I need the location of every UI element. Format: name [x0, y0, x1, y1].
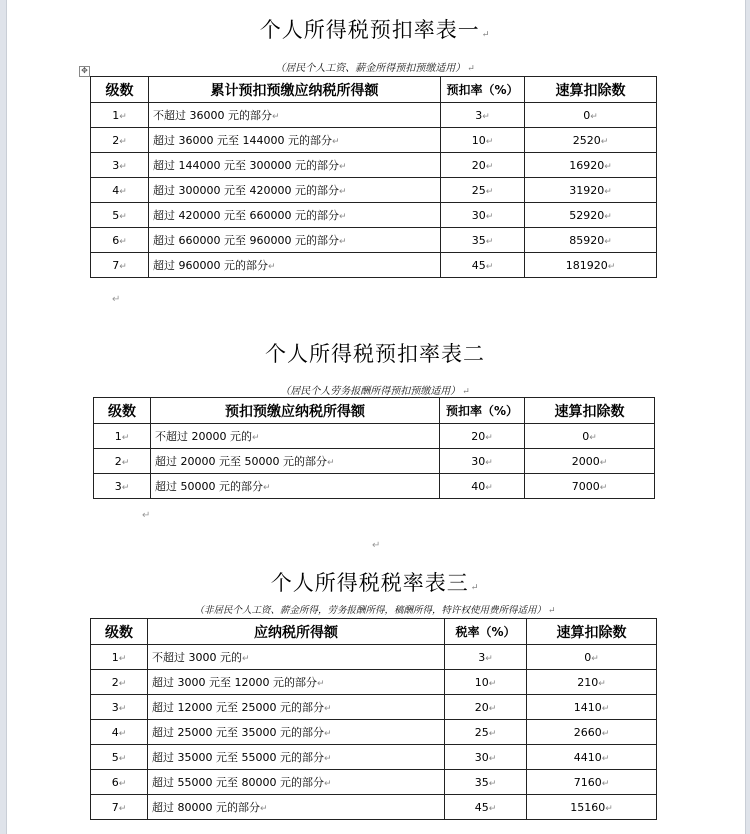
- cell-rate-text: 3: [478, 650, 486, 664]
- cell-level-text: 2: [111, 675, 119, 689]
- cell-deduction: 52920↵: [525, 203, 657, 228]
- cell-rate-text: 25: [471, 183, 486, 197]
- cell-rate: 3↵: [441, 103, 525, 128]
- cell-rate-text: 35: [474, 775, 489, 789]
- cell-deduction: 85920↵: [525, 228, 657, 253]
- table-row: [91, 720, 657, 745]
- cell-deduction-text: 16920: [569, 158, 605, 172]
- cell-rate-text: 20: [471, 158, 486, 172]
- cell-level-text: 1: [112, 108, 120, 122]
- cell-rate-text: 10: [471, 133, 486, 147]
- cell-level: 5↵: [91, 745, 148, 770]
- cell-deduction: 2660↵: [527, 720, 657, 745]
- cell-rate: 10↵: [445, 670, 527, 695]
- cell-level: 1↵: [91, 645, 148, 670]
- cell-rate: 30↵: [441, 203, 525, 228]
- table-2-subtitle: （居民个人劳务报酬所得预扣预缴适用） ↵: [280, 386, 470, 397]
- tax-table-3: [90, 618, 657, 820]
- cell-income-range-text: 超过 80000 元的部分: [152, 801, 260, 814]
- cell-income-range-text: 不超过 20000 元的: [155, 430, 252, 443]
- cell-rate-text: 35: [471, 233, 486, 247]
- table-row: [91, 770, 657, 795]
- table-3-title: 个人所得税税率表三 ↵: [270, 571, 480, 595]
- cell-level: 3↵: [91, 153, 149, 178]
- cell-level-text: 7: [112, 258, 120, 272]
- cell-deduction-text: 2000: [571, 454, 600, 468]
- cell-rate: 35↵: [445, 770, 527, 795]
- header-rate: 预扣率（%）: [440, 398, 525, 424]
- header-income: 累计预扣预缴应纳税所得额: [149, 77, 441, 103]
- cell-level: 1↵: [91, 103, 149, 128]
- cell-income-range-text: 超过 420000 元至 660000 元的部分: [153, 209, 339, 222]
- cell-income-range-text: 超过 12000 元至 25000 元的部分: [152, 701, 324, 714]
- cell-rate: 45↵: [445, 795, 527, 820]
- cell-income-range-text: 超过 50000 元的部分: [155, 480, 263, 493]
- cell-level-text: 2: [114, 454, 122, 468]
- cell-rate-text: 10: [474, 675, 489, 689]
- cell-income-range-text: 不超过 36000 元的部分: [153, 109, 272, 122]
- cell-income-range: 超过 144000 元至 300000 元的部分↵: [149, 153, 441, 178]
- tax-table-2: [93, 397, 655, 499]
- cell-income-range: 不超过 20000 元的↵: [151, 424, 440, 449]
- cell-level-text: 7: [111, 800, 119, 814]
- cell-level-text: 2: [112, 133, 120, 147]
- cell-rate: 25↵: [445, 720, 527, 745]
- cell-deduction-text: 210: [577, 675, 599, 689]
- table-header-row: [94, 398, 655, 424]
- header-level: 级数: [91, 77, 149, 103]
- cell-level: 4↵: [91, 720, 148, 745]
- header-income: 应纳税所得额: [148, 619, 445, 645]
- table-row: [91, 795, 657, 820]
- cell-deduction: 210↵: [527, 670, 657, 695]
- header-level: 级数: [94, 398, 151, 424]
- cell-level-text: 5: [111, 750, 119, 764]
- header-rate: 预扣率（%）: [441, 77, 525, 103]
- header-deduction: 速算扣除数: [525, 77, 657, 103]
- table-row: [91, 253, 657, 278]
- table-row: [91, 695, 657, 720]
- cell-rate: 45↵: [441, 253, 525, 278]
- cell-level: 5↵: [91, 203, 149, 228]
- table-row: [94, 474, 655, 499]
- cell-level: 2↵: [94, 449, 151, 474]
- cell-rate: 10↵: [441, 128, 525, 153]
- cell-deduction: 0↵: [525, 103, 657, 128]
- table-header-row: [91, 619, 657, 645]
- cell-rate: 40↵: [440, 474, 525, 499]
- cell-deduction: 7000↵: [525, 474, 655, 499]
- table-3-subtitle: （非居民个人工资、薪金所得，劳务报酬所得，稿酬所得，特许权使用费所得适用） ↵: [194, 605, 556, 616]
- cell-income-range-text: 超过 960000 元的部分: [153, 259, 268, 272]
- cell-deduction-text: 2520: [572, 133, 601, 147]
- cell-level-text: 1: [114, 429, 122, 443]
- cell-income-range: 超过 35000 元至 55000 元的部分↵: [148, 745, 445, 770]
- table-1-subtitle: （居民个人工资、薪金所得预扣预缴适用） ↵: [275, 63, 475, 74]
- cell-income-range-text: 超过 55000 元至 80000 元的部分: [152, 776, 324, 789]
- header-income: 预扣预缴应纳税所得额: [151, 398, 440, 424]
- cell-rate-text: 20: [474, 700, 489, 714]
- cell-income-range-text: 超过 20000 元至 50000 元的部分: [155, 455, 327, 468]
- cell-deduction-text: 0: [584, 650, 592, 664]
- cell-level-text: 4: [111, 725, 119, 739]
- cell-deduction: 0↵: [527, 645, 657, 670]
- cell-level: 2↵: [91, 128, 149, 153]
- cell-level: 3↵: [91, 695, 148, 720]
- cell-rate-text: 25: [474, 725, 489, 739]
- cell-income-range: 超过 420000 元至 660000 元的部分↵: [149, 203, 441, 228]
- cell-income-range-text: 超过 36000 元至 144000 元的部分: [153, 134, 332, 147]
- cell-rate: 30↵: [440, 449, 525, 474]
- cell-income-range-text: 超过 300000 元至 420000 元的部分: [153, 184, 339, 197]
- cell-level: 7↵: [91, 253, 149, 278]
- cell-level-text: 5: [112, 208, 120, 222]
- cell-income-range: 超过 20000 元至 50000 元的部分↵: [151, 449, 440, 474]
- cell-income-range: 超过 50000 元的部分↵: [151, 474, 440, 499]
- cell-level-text: 1: [111, 650, 119, 664]
- cell-deduction: 4410↵: [527, 745, 657, 770]
- cell-rate-text: 30: [474, 750, 489, 764]
- cell-deduction-text: 2660: [573, 725, 602, 739]
- cell-deduction-text: 0: [582, 429, 590, 443]
- table-3-body: [91, 645, 657, 820]
- cell-rate-text: 30: [471, 454, 486, 468]
- cell-deduction-text: 181920: [565, 258, 608, 272]
- cell-deduction-text: 1410: [573, 700, 602, 714]
- cell-level: 2↵: [91, 670, 148, 695]
- table-row: [94, 449, 655, 474]
- paragraph-mark: ↵: [142, 510, 151, 521]
- table-row: [94, 424, 655, 449]
- cell-rate: 20↵: [441, 153, 525, 178]
- header-deduction: 速算扣除数: [525, 398, 655, 424]
- cell-rate: 20↵: [440, 424, 525, 449]
- table-2-body: [94, 424, 655, 499]
- table-move-handle-icon[interactable]: ✥: [79, 66, 90, 77]
- cell-level-text: 6: [112, 233, 120, 247]
- cell-deduction-text: 85920: [569, 233, 605, 247]
- cell-deduction-text: 4410: [573, 750, 602, 764]
- cell-income-range: 不超过 36000 元的部分↵: [149, 103, 441, 128]
- cell-deduction: 2520↵: [525, 128, 657, 153]
- cell-level-text: 6: [111, 775, 119, 789]
- cell-income-range: 超过 300000 元至 420000 元的部分↵: [149, 178, 441, 203]
- cell-income-range: 超过 3000 元至 12000 元的部分↵: [148, 670, 445, 695]
- tax-table-1: [90, 76, 657, 278]
- header-rate: 税率（%）: [445, 619, 527, 645]
- cell-income-range: 超过 80000 元的部分↵: [148, 795, 445, 820]
- cell-deduction: 15160↵: [527, 795, 657, 820]
- cell-rate-text: 30: [471, 208, 486, 222]
- paragraph-mark: ↵: [372, 540, 381, 551]
- cell-deduction-text: 52920: [569, 208, 605, 222]
- cell-deduction: 0↵: [525, 424, 655, 449]
- cell-income-range-text: 超过 144000 元至 300000 元的部分: [153, 159, 339, 172]
- table-row: [91, 103, 657, 128]
- cell-rate-text: 45: [471, 258, 486, 272]
- paragraph-mark: ↵: [112, 294, 121, 305]
- cell-income-range-text: 不超过 3000 元的: [152, 651, 242, 664]
- cell-level: 4↵: [91, 178, 149, 203]
- cell-deduction: 7160↵: [527, 770, 657, 795]
- cell-rate-text: 45: [474, 800, 489, 814]
- table-row: [91, 745, 657, 770]
- table-row: [91, 670, 657, 695]
- table-2-title: 个人所得税预扣率表二: [265, 342, 485, 366]
- cell-level: 6↵: [91, 770, 148, 795]
- table-row: [91, 203, 657, 228]
- cell-rate: 3↵: [445, 645, 527, 670]
- cell-income-range-text: 超过 25000 元至 35000 元的部分: [152, 726, 324, 739]
- cell-level: 3↵: [94, 474, 151, 499]
- cell-rate: 25↵: [441, 178, 525, 203]
- cell-level-text: 3: [111, 700, 119, 714]
- cell-deduction: 31920↵: [525, 178, 657, 203]
- cell-income-range-text: 超过 660000 元至 960000 元的部分: [153, 234, 339, 247]
- table-row: [91, 153, 657, 178]
- cell-rate: 20↵: [445, 695, 527, 720]
- table-1-title: 个人所得税预扣率表一 ↵: [259, 18, 491, 42]
- cell-level-text: 3: [112, 158, 120, 172]
- cell-deduction: 181920↵: [525, 253, 657, 278]
- table-row: [91, 178, 657, 203]
- cell-income-range: 超过 25000 元至 35000 元的部分↵: [148, 720, 445, 745]
- cell-income-range: 超过 660000 元至 960000 元的部分↵: [149, 228, 441, 253]
- cell-income-range: 超过 55000 元至 80000 元的部分↵: [148, 770, 445, 795]
- cell-income-range: 不超过 3000 元的↵: [148, 645, 445, 670]
- table-header-row: [91, 77, 657, 103]
- table-1-body: [91, 103, 657, 278]
- cell-income-range: 超过 960000 元的部分↵: [149, 253, 441, 278]
- cell-deduction-text: 15160: [570, 800, 606, 814]
- cell-income-range: 超过 12000 元至 25000 元的部分↵: [148, 695, 445, 720]
- cell-level: 7↵: [91, 795, 148, 820]
- cell-income-range-text: 超过 3000 元至 12000 元的部分: [152, 676, 317, 689]
- cell-deduction-text: 7160: [573, 775, 602, 789]
- cell-deduction-text: 31920: [569, 183, 605, 197]
- cell-level-text: 4: [112, 183, 120, 197]
- cell-level-text: 3: [114, 479, 122, 493]
- cell-deduction: 16920↵: [525, 153, 657, 178]
- cell-level: 6↵: [91, 228, 149, 253]
- cell-deduction: 2000↵: [525, 449, 655, 474]
- cell-deduction-text: 0: [583, 108, 591, 122]
- header-level: 级数: [91, 619, 148, 645]
- cell-level: 1↵: [94, 424, 151, 449]
- cell-deduction: 1410↵: [527, 695, 657, 720]
- cell-rate: 30↵: [445, 745, 527, 770]
- header-deduction: 速算扣除数: [527, 619, 657, 645]
- cell-rate: 35↵: [441, 228, 525, 253]
- cell-rate-text: 40: [471, 479, 486, 493]
- cell-deduction-text: 7000: [571, 479, 600, 493]
- table-row: [91, 128, 657, 153]
- cell-rate-text: 3: [475, 108, 483, 122]
- cell-income-range-text: 超过 35000 元至 55000 元的部分: [152, 751, 324, 764]
- cell-income-range: 超过 36000 元至 144000 元的部分↵: [149, 128, 441, 153]
- cell-rate-text: 20: [471, 429, 486, 443]
- table-row: [91, 228, 657, 253]
- table-row: [91, 645, 657, 670]
